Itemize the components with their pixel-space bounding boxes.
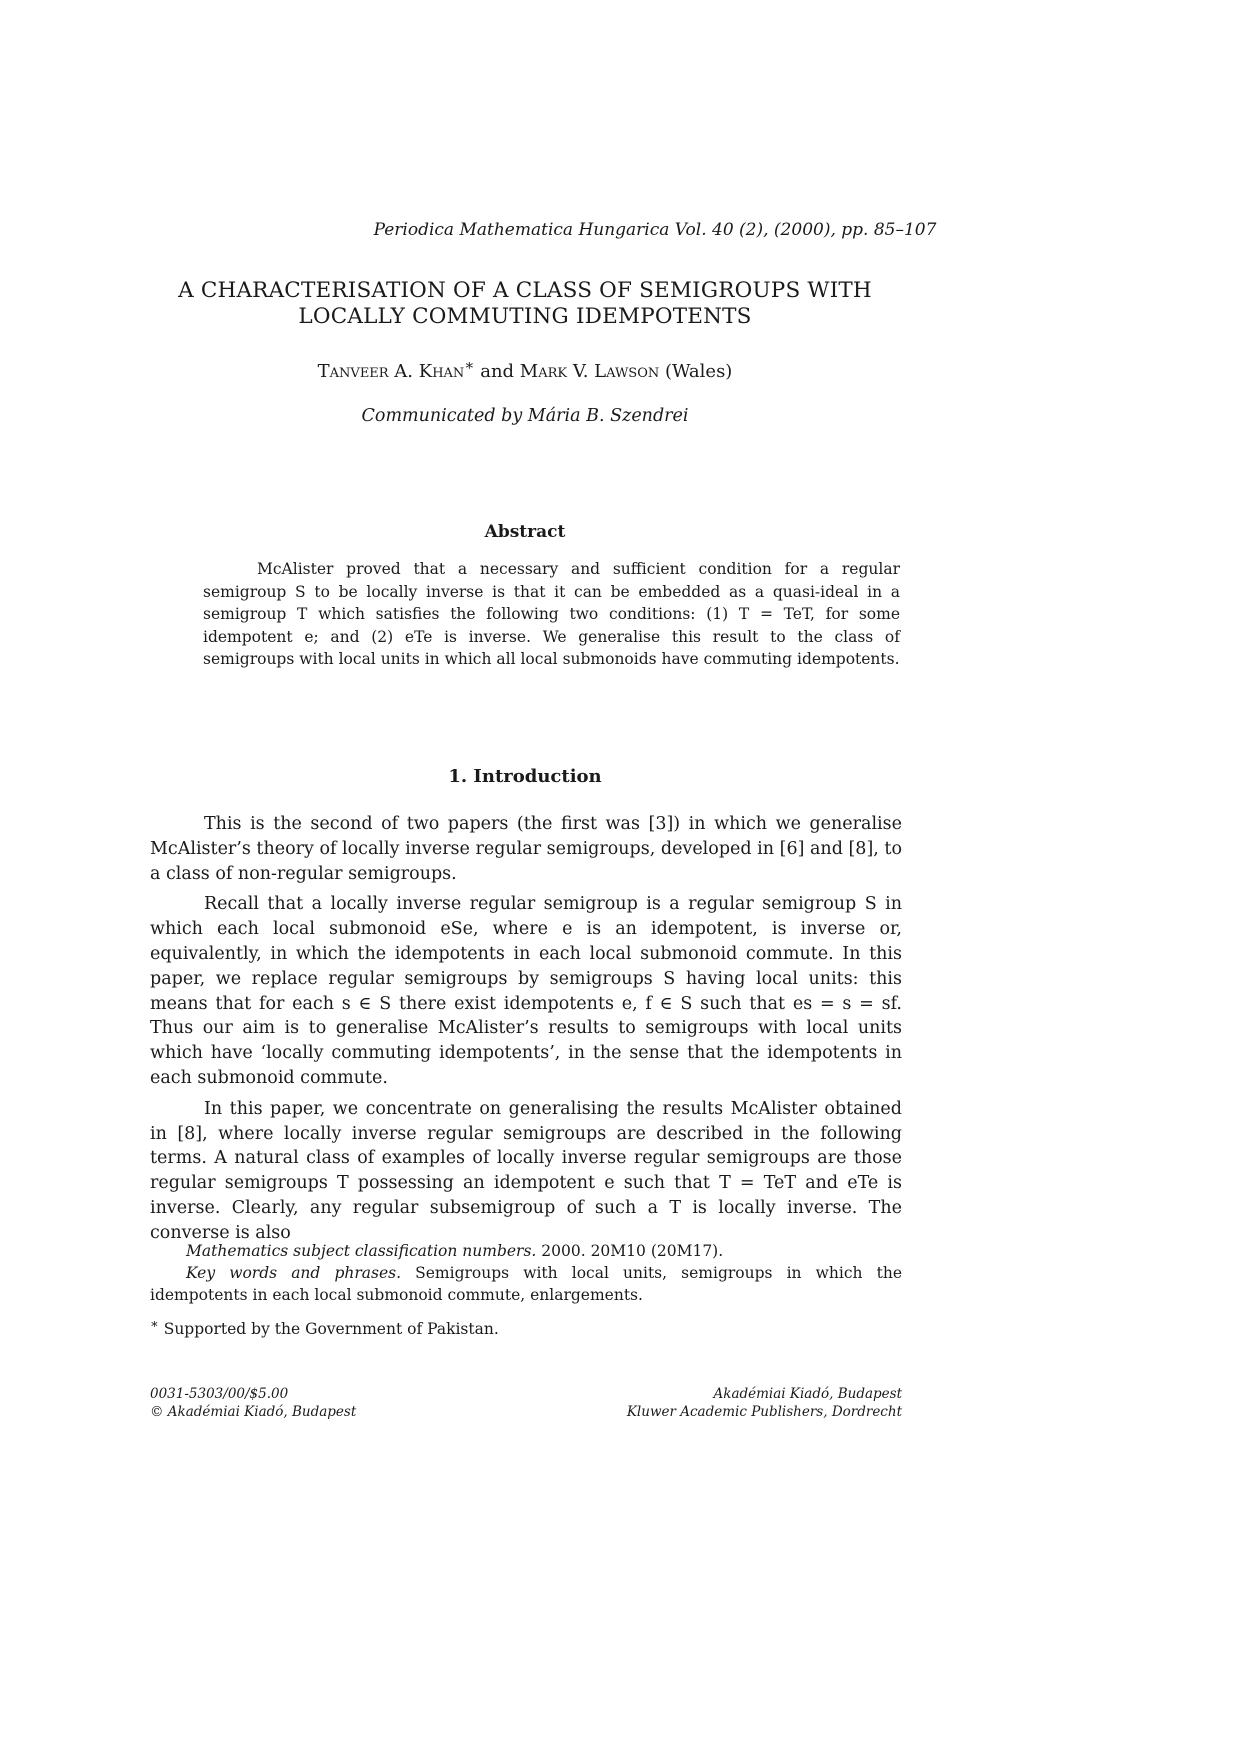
introduction-body [150, 812, 902, 1252]
paper-title [140, 278, 910, 330]
abstract-text: McAlister proved that a necessary and sufficient condition for a regular semigroup S to be locally inverse is that it can be embedded as a quasi-ideal in a semigroup T which satisfies the following two conditions: (1) T = TeT, for some idempotent e; and (2) eTe is inverse. We generalise this result to the class of semigroups with local units in which all local submonoids have commuting idempotents. [203, 560, 900, 669]
author-1: Tanveer A. Khan [317, 361, 465, 382]
paragraph: This is the second of two papers (the first was [3]) in which we generalise McAlister’s theory of locally inverse regular semigroups, developed in [6] and [8], to a class of non-regular semigroups. [150, 814, 902, 884]
keywords-value: Semigroups with local units, semigroups in which the idempotents in each local submonoid commute, enlargements. [150, 1264, 902, 1304]
imprint-right [627, 1385, 902, 1421]
author-connector: and [474, 361, 520, 382]
title-line-2: LOCALLY COMMUTING IDEMPOTENTS [298, 304, 752, 329]
publisher-2: Kluwer Academic Publishers, Dordrecht [626, 1404, 902, 1420]
footnotes [150, 1240, 902, 1340]
author-line [140, 356, 910, 382]
msc-footnote [150, 1240, 902, 1262]
support-mark: ∗ [150, 1317, 159, 1332]
paragraph: Recall that a locally inverse regular semigroup is a regular semigroup S in which each local submonoid eSe, where e is an idempotent, is inverse or, equivalently, in which the idempotents in each local submonoid commute. In this paper, we replace regular semigroups by semigroups S having local units: this means that for each s ∈ S there exist idempotents e, f ∈ S such that es = s = sf. Thus our aim is to generalise McAlister’s results to semigroups with local units which have ‘locally commuting idempotents’, in the sense that the idempotents in each submonoid commute. [150, 894, 902, 1088]
section-heading-introduction: 1. Introduction [448, 766, 602, 787]
issn-price: 0031-5303/00/$5.00 [150, 1386, 289, 1402]
communicated-by: Communicated by Mária B. Szendrei [361, 406, 689, 426]
author-1-footnote-mark: ∗ [464, 356, 475, 374]
abstract-heading: Abstract [484, 522, 566, 542]
support-footnote [150, 1314, 902, 1340]
keywords-footnote [150, 1262, 902, 1306]
author-location: (Wales) [659, 361, 733, 382]
imprint-left [150, 1385, 356, 1421]
author-2: Mark V. Lawson [519, 361, 660, 382]
title-line-1: A CHARACTERISATION OF A CLASS OF SEMIGROUPS WITH [178, 278, 872, 303]
keywords-label: Key words and phrases. [186, 1264, 402, 1282]
journal-header: Periodica Mathematica Hungarica Vol. 40 (2), (2000), pp. 85–107 [373, 220, 937, 240]
msc-label: Mathematics subject classification numbers. [186, 1242, 537, 1260]
msc-value: 2000. 20M10 (20M17). [536, 1242, 724, 1260]
paragraph: In this paper, we concentrate on generalising the results McAlister obtained in [8], where locally inverse regular semigroups are described in the following terms. A natural class of examples of locally inverse regular semigroups are those regular semigroups T possessing an idempotent e such that T = TeT and eTe is inverse. Clearly, any regular subsemigroup of such a T is locally inverse. The converse is also [150, 1098, 902, 1243]
publisher-1: Akadémiai Kiadó, Budapest [713, 1386, 902, 1402]
copyright: © Akadémiai Kiadó, Budapest [150, 1404, 357, 1420]
support-text: Supported by the Government of Pakistan. [158, 1320, 499, 1339]
